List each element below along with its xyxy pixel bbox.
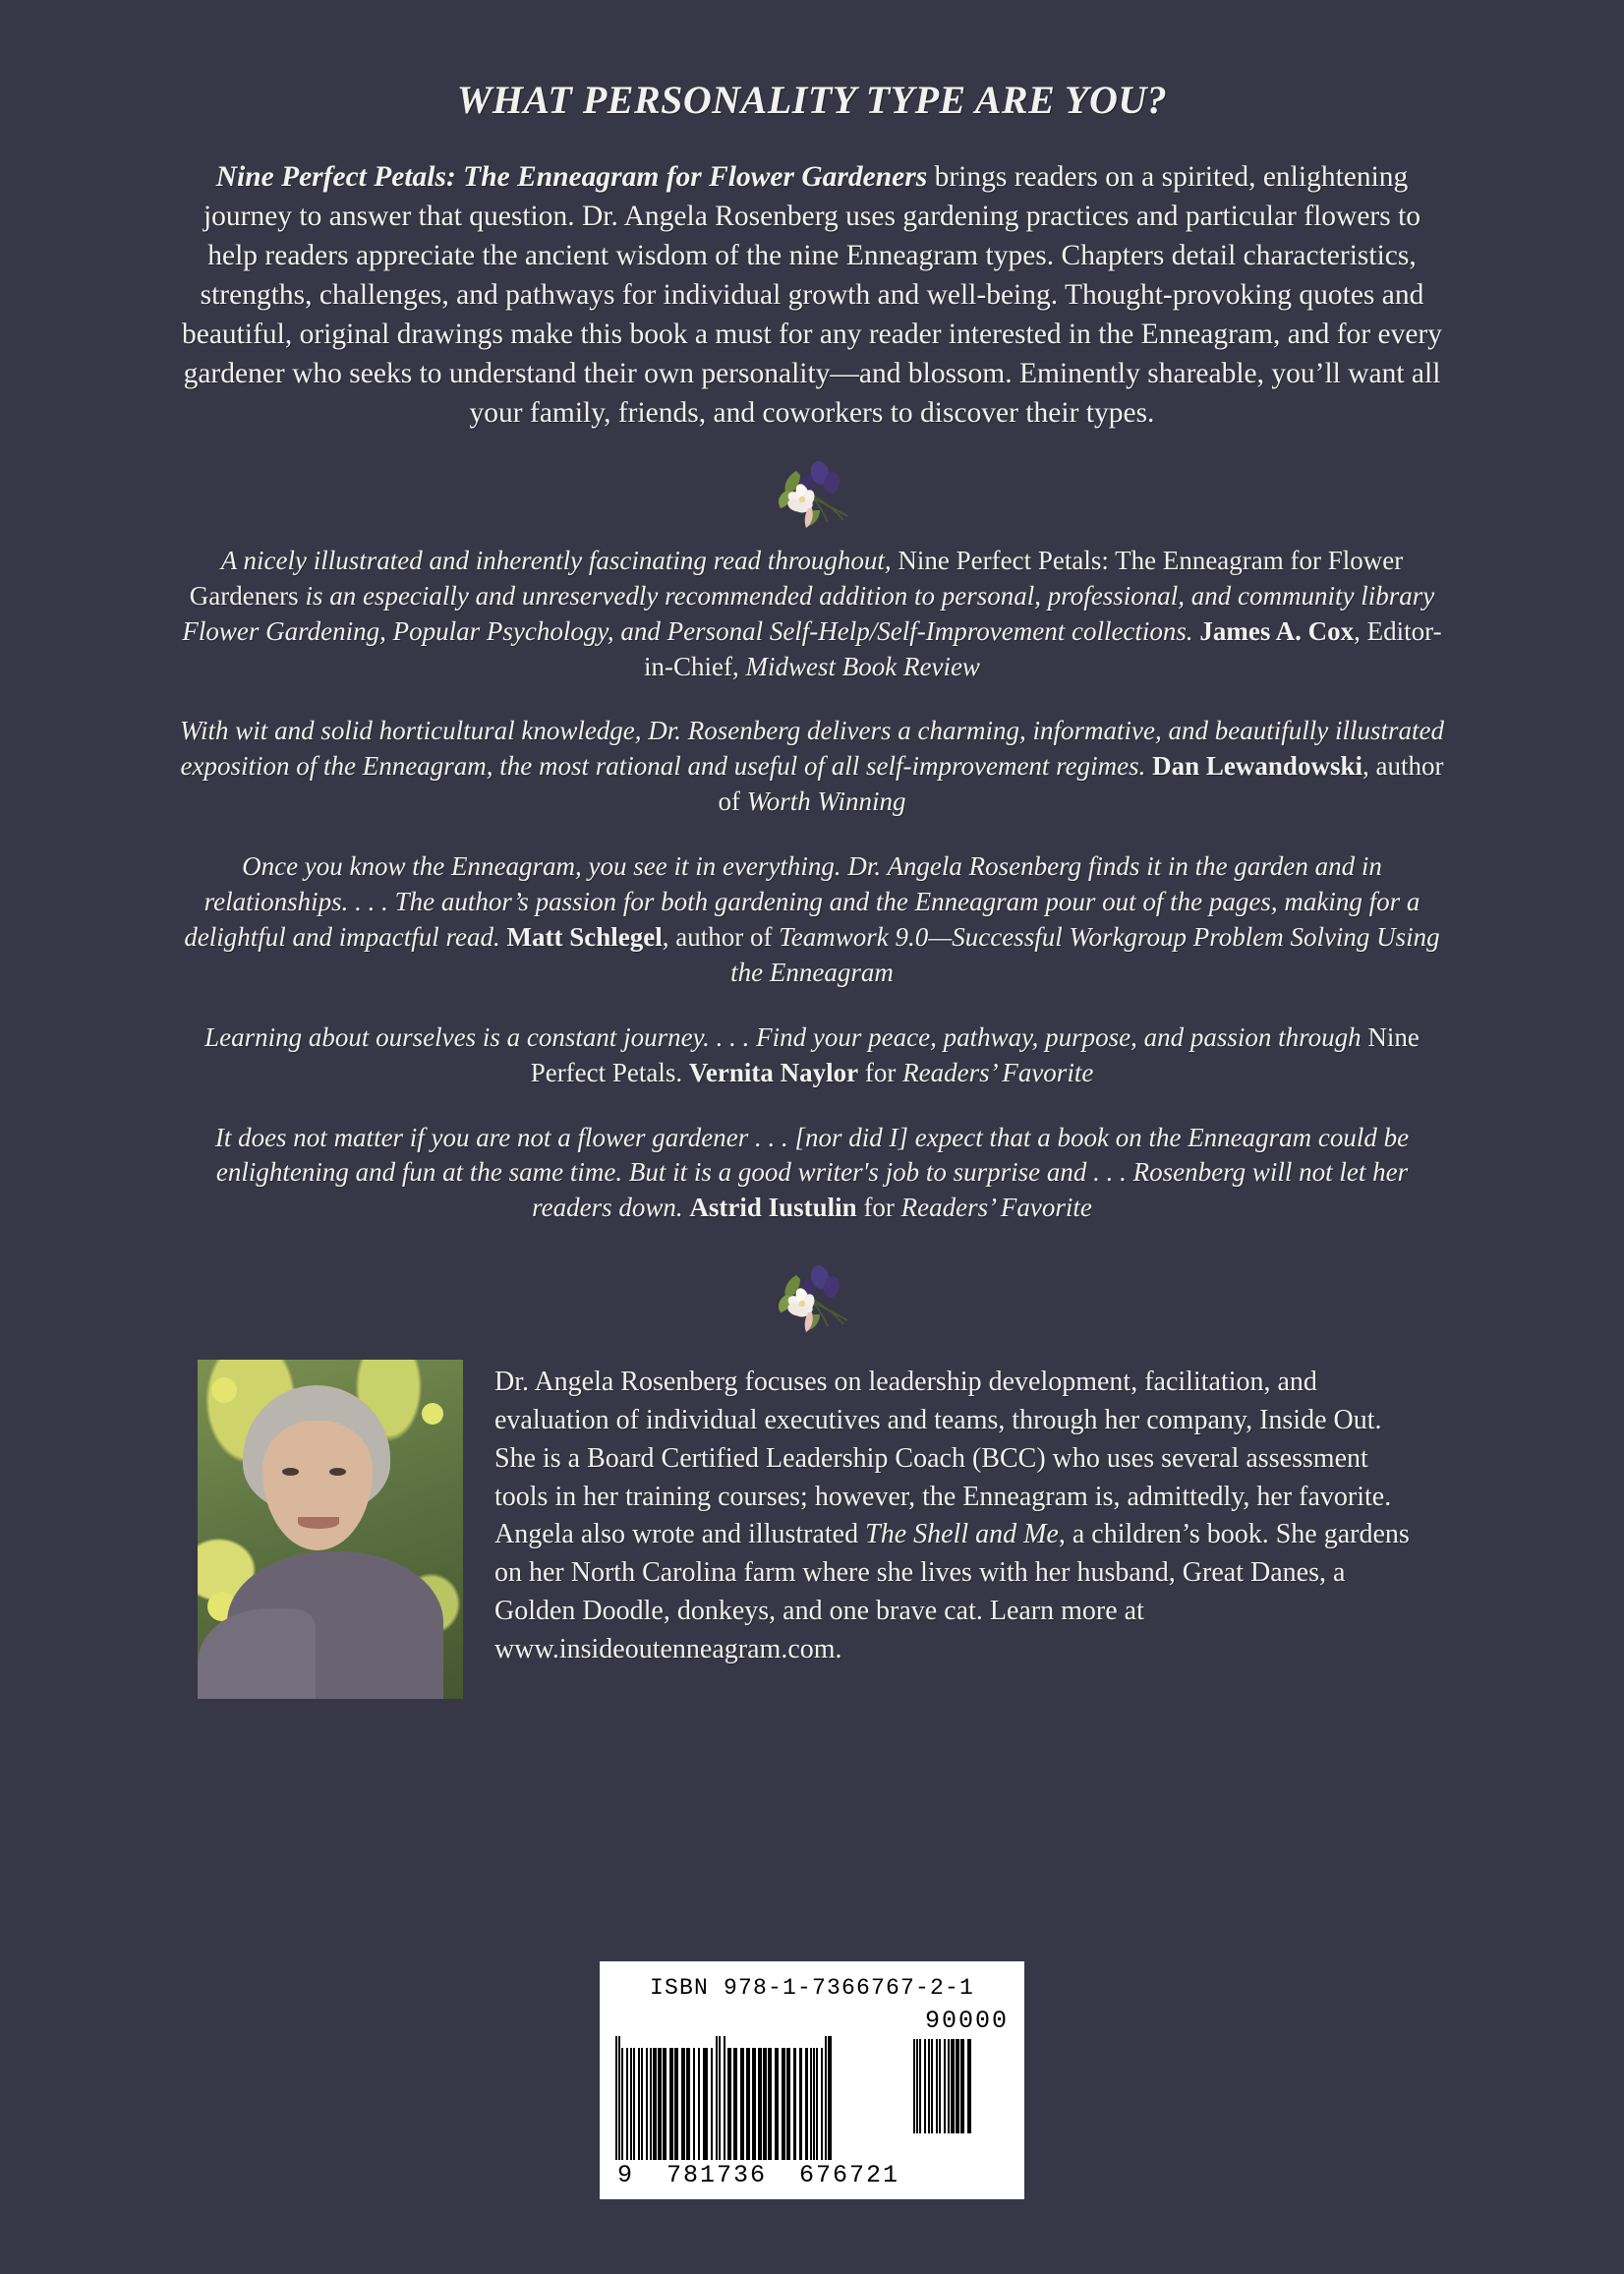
isbn-number: ISBN 978-1-7366767-2-1 bbox=[649, 1975, 975, 2001]
quote-attribution-role: for bbox=[858, 1057, 903, 1087]
quote-book-title: Nine Perfect Petals: The Enneagram for Flower Gardeners bbox=[189, 545, 1404, 611]
quote-attribution-role: for bbox=[856, 1193, 901, 1223]
quote-text-cont: . bbox=[675, 1057, 689, 1087]
review-quote-2 bbox=[173, 714, 1451, 820]
ean-first-digit: 9 bbox=[617, 2161, 635, 2189]
author-bio-block bbox=[198, 1356, 1426, 1699]
price-code-digits: 90000 bbox=[924, 2007, 1009, 2035]
quote-attribution-role: , author of bbox=[718, 751, 1444, 817]
blurb-body: brings readers on a spirited, enlightening journey to answer that question. Dr. Angela Rosenberg uses gardening practices and particular flowers to help readers appreciate the ancient wisdom of the nine Enneagram types. Chapters detail characteristics, strengths, challenges, and pathways for individual growth and well-being. Thought-provoking quotes and beautiful, original drawings make this book a must for any reader interested in the Enneagram, and for every gardener who seeks to understand their own personality—and blossom. Eminently shareable, you’ll want all your family, friends, and coworkers to discover their types. bbox=[182, 161, 1442, 429]
ean-left-group: 781736 bbox=[666, 2161, 767, 2189]
floral-sprig-ornament-bottom bbox=[753, 1255, 871, 1334]
quote-text-cont: is an especially and unreservedly recommended addition to personal, professional, and community library Flower Gardening, Popular Psychology, and Personal Self-Help/Self-Improvement collections. bbox=[182, 580, 1435, 646]
blurb-book-title: Nine Perfect Petals: The Enneagram for Flower Gardeners bbox=[215, 161, 928, 193]
review-quotes-list bbox=[173, 544, 1451, 1227]
quote-publication: Readers’ Favorite bbox=[902, 1057, 1094, 1087]
page-title: WHAT PERSONALITY TYPE ARE YOU? bbox=[456, 78, 1168, 122]
quote-attribution-role: , Editor-in-Chief, bbox=[644, 615, 1442, 681]
review-quote-4 bbox=[173, 1020, 1451, 1091]
quote-attribution: Vernita Naylor bbox=[688, 1057, 859, 1087]
bio-text-part2: , a children’s book. She gardens on her North Carolina farm where she lives with her husband, Great Danes, a Golden Doodle, donkeys, and one brave cat. Learn more at www.insideoutenneagram.com. bbox=[494, 1519, 1410, 1664]
quote-text: It does not matter if you are not a flower gardener . . . [nor did I] expect that a book on the Enneagram could be enlightening and fun at the same time. But it is a good writer's job to surprise and . . . Rosenberg will not let her readers down. bbox=[214, 1122, 1410, 1223]
price-addon-barcode bbox=[913, 2007, 1009, 2133]
author-portrait-photo bbox=[198, 1360, 463, 1699]
quote-publication: Readers’ Favorite bbox=[900, 1193, 1092, 1223]
bio-other-book-title: The Shell and Me bbox=[865, 1519, 1059, 1550]
blurb-paragraph bbox=[178, 158, 1446, 434]
quote-attribution-role: , author of bbox=[662, 921, 780, 952]
ean13-barcode bbox=[615, 2007, 901, 2189]
addon-bars bbox=[913, 2039, 1009, 2133]
review-quote-3 bbox=[173, 849, 1451, 991]
review-quote-5 bbox=[173, 1121, 1451, 1227]
author-bio-text bbox=[494, 1360, 1426, 1668]
quote-publication: Worth Winning bbox=[746, 787, 906, 817]
quote-book-title: Nine Perfect Petals bbox=[530, 1021, 1420, 1087]
quote-attribution: Dan Lewandowski bbox=[1152, 751, 1363, 782]
quote-attribution: James A. Cox bbox=[1199, 615, 1355, 646]
floral-sprig-ornament-top bbox=[753, 451, 871, 530]
ean13-bars bbox=[615, 2036, 901, 2160]
ean13-digits bbox=[615, 2160, 901, 2189]
quote-text: A nicely illustrated and inherently fascinating read throughout, bbox=[220, 545, 899, 575]
barcode-bars-row bbox=[615, 2007, 1009, 2189]
quote-publication: Teamwork 9.0—Successful Workgroup Problem Solving Using the Enneagram bbox=[730, 921, 1440, 987]
review-quote-1 bbox=[173, 544, 1451, 685]
quote-attribution: Astrid Iustulin bbox=[689, 1193, 857, 1223]
bio-text-part1: Dr. Angela Rosenberg focuses on leadership development, facilitation, and evaluation of individual executives and teams, through her company, Inside Out. She is a Board Certified Leadership Coach (BCC) who uses several assessment tools in her training courses; however, the Enneagram is, admittedly, her favorite. Angela also wrote and illustrated bbox=[494, 1367, 1392, 1550]
quote-text: With wit and solid horticultural knowledge, Dr. Rosenberg delivers a charming, informative, and beautifully illustrated exposition of the Enneagram, the most rational and useful of all self-improvement regimes. bbox=[180, 716, 1444, 782]
quote-text: Once you know the Enneagram, you see it in everything. Dr. Angela Rosenberg finds it in the garden and in relationships. . . . The author’s passion for both gardening and the Enneagram pour out of the pages, making for a delightful and impactful read. bbox=[184, 851, 1421, 952]
quote-attribution: Matt Schlegel bbox=[506, 921, 663, 952]
ean-right-group: 676721 bbox=[798, 2161, 899, 2189]
isbn-barcode bbox=[600, 1961, 1024, 2199]
quote-publication: Midwest Book Review bbox=[745, 651, 980, 681]
quote-text: Learning about ourselves is a constant journey. . . . Find your peace, pathway, purpose, and passion through bbox=[204, 1021, 1368, 1052]
